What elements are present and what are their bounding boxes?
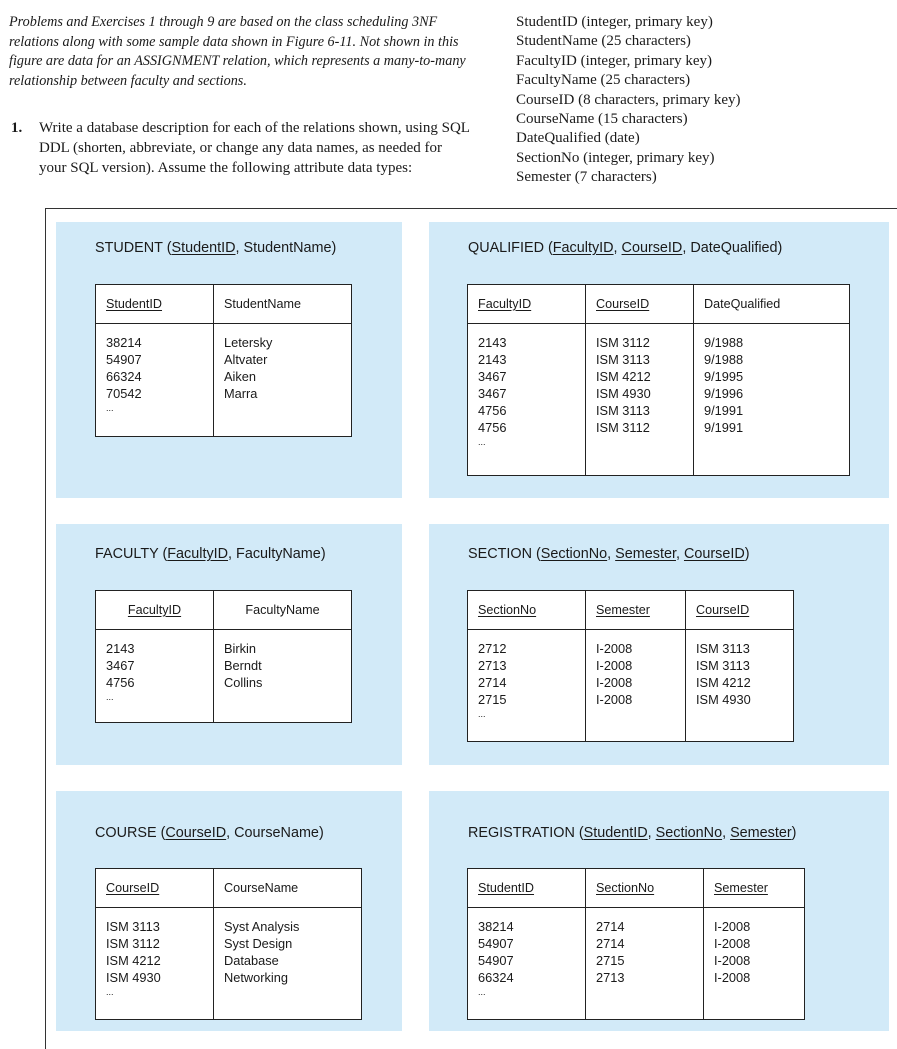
section-panel	[429, 524, 889, 765]
attribute-type: FacultyName (25 characters)	[516, 72, 691, 89]
exercise-text: Write a database description for each of the relations shown, using SQL DDL (shorten, abbreviate, or change any data names, as needed for your SQL version). Assume the following attribute data types:	[39, 120, 470, 176]
column-header: StudentID	[96, 285, 214, 324]
column-header: CourseID	[686, 591, 794, 630]
table-column-cell: ISM 3113 ISM 3113 ISM 4212 ISM 4930	[686, 630, 794, 742]
registration-table	[467, 868, 805, 1020]
exercise-number: 1.	[11, 120, 23, 136]
faculty-relation-title: FACULTY (FacultyID, FacultyName)	[95, 546, 326, 562]
column-header: CourseID	[586, 285, 694, 324]
attribute-type: DateQualified (date)	[516, 130, 640, 147]
registration-relation-title: REGISTRATION (StudentID, SectionNo, Semester)	[468, 825, 797, 841]
column-header: StudentName	[214, 285, 352, 324]
attribute-type: Semester (7 characters)	[516, 169, 657, 186]
table-column-cell: Birkin Berndt Collins	[214, 630, 352, 723]
table-column-cell: 9/1988 9/1988 9/1995 9/1996 9/1991 9/1991	[694, 324, 850, 476]
column-header: StudentID	[468, 869, 586, 908]
student-table	[95, 284, 352, 437]
attribute-type: StudentID (integer, primary key)	[516, 14, 713, 30]
table-column-cell: 2714 2714 2715 2713	[586, 908, 704, 1020]
exercise-1	[9, 119, 471, 178]
qualified-relation-title: QUALIFIED (FacultyID, CourseID, DateQualified)	[468, 240, 783, 256]
section-relation-title: SECTION (SectionNo, Semester, CourseID)	[468, 546, 750, 562]
column-header: DateQualified	[694, 285, 850, 324]
column-header: SectionNo	[586, 869, 704, 908]
table-column-cell: 38214 54907 66324 70542 ...	[96, 324, 214, 437]
attribute-type: FacultyID (integer, primary key)	[516, 52, 712, 69]
column-header: CourseName	[214, 869, 362, 908]
table-column-cell: ISM 3112 ISM 3113 ISM 4212 ISM 4930 ISM 3113 ISM 3112	[586, 324, 694, 476]
course-panel	[56, 791, 402, 1031]
attribute-type-list	[516, 13, 741, 188]
qualified-table	[467, 284, 850, 476]
course-relation-title: COURSE (CourseID, CourseName)	[95, 825, 324, 841]
student-relation-title: STUDENT (StudentID, StudentName)	[95, 240, 337, 256]
attribute-type: CourseID (8 characters, primary key)	[516, 91, 741, 108]
table-column-cell: I-2008 I-2008 I-2008 I-2008	[704, 908, 805, 1020]
intro-paragraph: Problems and Exercises 1 through 9 are based on the class scheduling 3NF relations along with some sample data shown in Figure 6-11. Not shown in this figure are data for an ASSIGNMENT relation, which represents a many-to-many relationship between faculty and sections.	[9, 14, 466, 89]
table-column-cell: Letersky Altvater Aiken Marra	[214, 324, 352, 437]
table-column-cell: 2143 2143 3467 3467 4756 4756 ...	[468, 324, 586, 476]
table-column-cell: I-2008 I-2008 I-2008 I-2008	[586, 630, 686, 742]
attribute-type: CourseName (15 characters)	[516, 111, 688, 128]
table-column-cell: Syst Analysis Syst Design Database Networking	[214, 908, 362, 1020]
table-column-cell: 38214 54907 54907 66324 ...	[468, 908, 586, 1020]
column-header: CourseID	[96, 869, 214, 908]
course-table	[95, 868, 362, 1020]
column-header: FacultyID	[468, 285, 586, 324]
faculty-table	[95, 590, 352, 723]
table-column-cell: ISM 3113 ISM 3112 ISM 4212 ISM 4930 ...	[96, 908, 214, 1020]
attribute-type: StudentName (25 characters)	[516, 33, 691, 50]
column-header: FacultyName	[214, 591, 352, 630]
column-header: Semester	[586, 591, 686, 630]
table-column-cell: 2143 3467 4756 ...	[96, 630, 214, 723]
table-column-cell: 2712 2713 2714 2715 ...	[468, 630, 586, 742]
column-header: Semester	[704, 869, 805, 908]
attribute-type: SectionNo (integer, primary key)	[516, 149, 715, 166]
faculty-panel	[56, 524, 402, 765]
student-panel	[56, 222, 402, 498]
registration-panel	[429, 791, 889, 1031]
column-header: FacultyID	[96, 591, 214, 630]
column-header: SectionNo	[468, 591, 586, 630]
section-table	[467, 590, 794, 742]
qualified-panel	[429, 222, 889, 498]
